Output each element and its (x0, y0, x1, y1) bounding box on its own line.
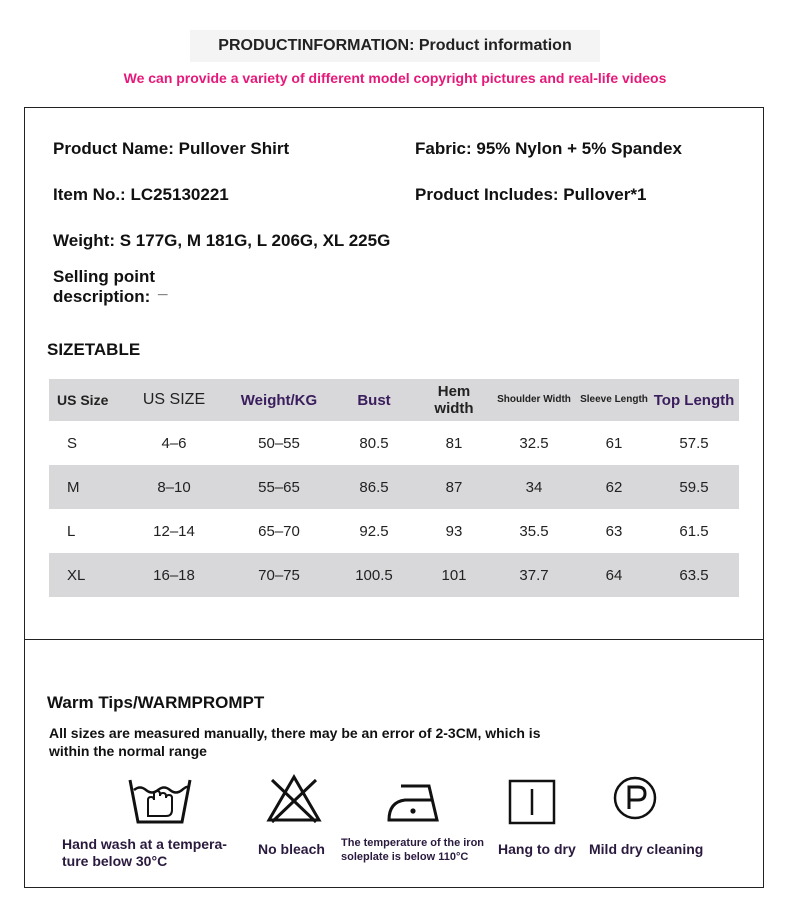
table-cell: 61.5 (679, 522, 709, 540)
table-cell: 62 (605, 478, 623, 496)
table-cell: 87 (445, 478, 463, 496)
table-cell: 93 (445, 522, 463, 540)
hang-dry-icon (508, 779, 556, 825)
table-cell: 70–75 (258, 566, 300, 584)
iron-label: The temperature of the iron soleplate is below 110°C (341, 837, 485, 863)
table-cell: M (67, 478, 80, 496)
table-cell: 37.7 (519, 566, 549, 584)
product-weight: Weight: S 177G, M 181G, L 206G, XL 225G (53, 231, 391, 250)
table-cell: 80.5 (359, 434, 389, 452)
product-name: Product Name: Pullover Shirt (53, 139, 290, 158)
table-row (49, 509, 739, 553)
table-cell: 100.5 (355, 566, 393, 584)
table-cell: 50–55 (258, 434, 300, 452)
selling-point-value: _ (158, 278, 168, 297)
page-subtitle: We can provide a variety of different model copyright pictures and real-life videos (123, 70, 667, 86)
table-cell: S (67, 434, 78, 452)
table-cell: XL (67, 566, 86, 584)
selling-point-label: Selling point description: (53, 267, 155, 306)
size-table-title: SIZETABLE (47, 340, 141, 359)
table-cell: 81 (445, 434, 463, 452)
table-row (49, 421, 739, 465)
header-bust: Bust (357, 391, 391, 409)
iron-icon (385, 780, 441, 826)
dry-clean-icon (612, 775, 658, 821)
table-cell: 61 (605, 434, 623, 452)
table-cell: 86.5 (359, 478, 389, 496)
table-cell: 8–10 (157, 478, 191, 496)
table-cell: 32.5 (519, 434, 549, 452)
header-hem-width: Hem width (434, 383, 474, 417)
header-top-length: Top Length (653, 391, 735, 409)
table-cell: 59.5 (679, 478, 709, 496)
header-us-size-range: US SIZE (142, 391, 206, 408)
item-number: Item No.: LC25130221 (53, 185, 229, 204)
table-cell: 57.5 (679, 434, 709, 452)
dry-clean-label: Mild dry cleaning (589, 841, 704, 857)
product-includes: Product Includes: Pullover*1 (415, 185, 647, 204)
warm-tips-text: All sizes are measured manually, there may be an error of 2-3CM, which is within the normal range (49, 725, 541, 759)
table-cell: 63.5 (679, 566, 709, 584)
table-cell: 55–65 (258, 478, 300, 496)
table-cell: 63 (605, 522, 623, 540)
table-cell: 4–6 (161, 434, 187, 452)
hand-wash-icon (128, 776, 192, 828)
hang-dry-label: Hang to dry (498, 841, 576, 857)
header-weight: Weight/KG (240, 391, 318, 409)
table-cell: 92.5 (359, 522, 389, 540)
table-cell: L (67, 522, 76, 540)
header-shoulder-width: Shoulder Width (497, 394, 571, 405)
header-sleeve-length: Sleeve Length (580, 394, 648, 405)
size-table-header-row (49, 379, 739, 421)
table-cell: 35.5 (519, 522, 549, 540)
no-bleach-icon (266, 774, 322, 824)
hand-wash-label: Hand wash at a tempera-ture below 30°C (62, 836, 227, 869)
table-cell: 101 (441, 566, 467, 584)
warm-tips-title: Warm Tips/WARMPROMPT (47, 693, 265, 712)
size-table (49, 379, 739, 597)
page-title: PRODUCTINFORMATION: Product information (190, 30, 600, 62)
table-cell: 64 (605, 566, 623, 584)
table-row (49, 465, 739, 509)
header-us-size: US Size (57, 392, 109, 408)
table-cell: 34 (525, 478, 543, 496)
table-cell: 16–18 (153, 566, 195, 584)
no-bleach-label: No bleach (258, 841, 325, 857)
table-row (49, 553, 739, 597)
table-cell: 12–14 (153, 522, 195, 540)
product-fabric: Fabric: 95% Nylon + 5% Spandex (415, 139, 682, 158)
table-cell: 65–70 (258, 522, 300, 540)
